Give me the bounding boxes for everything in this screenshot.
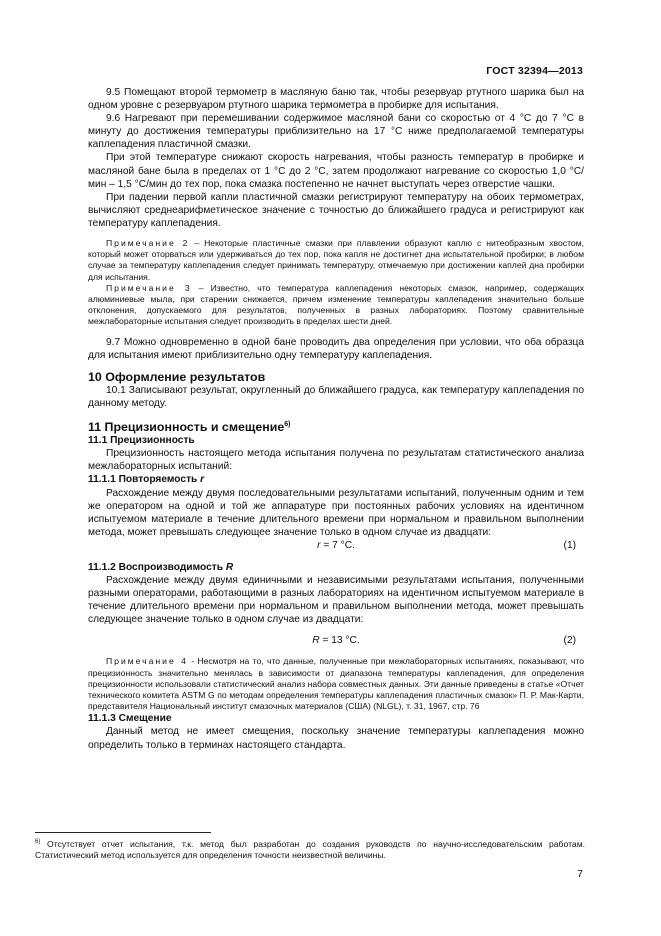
document-code: ГОСТ 32394—2013 bbox=[486, 65, 583, 77]
reproducibility-symbol: R bbox=[225, 561, 234, 573]
footnote-text: Отсутствует отчет испытания, т.к. метод был разработан до создания руководств по научно-исследовательским работам. Статистический метод используется для определения точности неизвестной величины. bbox=[35, 838, 585, 861]
page-content bbox=[88, 86, 584, 752]
footnote-mark: 6) bbox=[35, 839, 41, 845]
equation-2 bbox=[88, 634, 584, 648]
footnote-ref: 6) bbox=[284, 421, 291, 429]
note-3 bbox=[88, 283, 584, 328]
note-2 bbox=[88, 238, 584, 283]
paragraph-9-5: 9.5 Помещают второй термометр в масляную баню так, чтобы резервуар ртутного шарика был на одном уровне с резервуаром ртутного шарика термометра в пробирке для испытания. bbox=[88, 87, 584, 112]
subsection-11-1-3-title: 11.1.3 Смещение bbox=[88, 713, 172, 725]
equation-1-number: (1) bbox=[563, 539, 576, 551]
section-10-title bbox=[88, 370, 584, 384]
equation-2-symbol: R bbox=[312, 635, 320, 647]
equation-1-expression bbox=[88, 539, 584, 553]
paragraph-11-1-3: Данный метод не имеет смещения, поскольку значение температуры каплепадения можно определить только в терминах настоящего стандарта. bbox=[88, 726, 584, 751]
subsection-11-1-2-text: 11.1.2 Воспроизводимость bbox=[88, 561, 226, 573]
subsection-11-1-title: 11.1 Прецизионность bbox=[88, 435, 195, 447]
note-3-text: – Известно, что температура каплепадения некоторых смазок, например, содержащих алюминиевые мыла, при старении снижается, причем изменение температуры каплепадения значительно больше отклонения, допускаемого для результатов, полученных в разных лабораториях. Поэтому сравнительные межлабораторные испытания следует производить в пределах шести дней. bbox=[88, 282, 584, 327]
section-10-title-text: 10 Оформление результатов bbox=[88, 369, 266, 384]
subsection-11-1-1-text: 11.1.1 Повторяемость bbox=[88, 474, 201, 486]
equation-2-number: (2) bbox=[563, 635, 576, 647]
note-4-text: - Несмотря на то, что данные, полученные при межлабораторных испытаниях, показывают, что прецизионность значительно менялась в зависимости от диапазона температуры каплепадения, для определения прецизионности использовали статистический анализ набора совместных данных. Эти данные приведены в статье «Отчет технического комитета ASTM G по методам определения температуры каплепадения пластичных смазок» П. Р. Мак-Карти, представителя Национальный институт смазочных материалов (США) (NLGL), т. 31, 1967, стр. 76 bbox=[88, 656, 584, 712]
paragraph-9-6: 9.6 Нагревают при перемешивании содержимое масляной бани со скоростью от 4 °С до 7 °С в минуту до достижения температуры приблизительно на 17 °С ниже предполагаемой температуры каплепадения пластичной смазки. bbox=[88, 113, 584, 151]
paragraph-9-7: 9.7 Можно одновременно в одной бане проводить два определения при условии, что оба образца для испытания имеют приблизительно одну температуру каплепадения. bbox=[88, 336, 584, 361]
equation-2-expression bbox=[88, 634, 584, 648]
note-2-label: Примечание 2 bbox=[106, 238, 190, 249]
equation-1-symbol: r bbox=[317, 539, 321, 551]
paragraph-9-6-drop: При падении первой капли пластичной смазки регистрируют температуру на обоих термометрах, вычисляют среднеарифметическое значение с точностью до ближайшего градуса и регистрируют как температуру каплепадения. bbox=[88, 191, 584, 229]
repeatability-symbol: r bbox=[200, 474, 205, 486]
paragraph-10-1: 10.1 Записывают результат, округленный до ближайшего градуса, как температуру каплепадения по данному методу. bbox=[88, 384, 584, 409]
footnote-divider bbox=[35, 832, 211, 833]
footnote bbox=[35, 837, 585, 861]
equation-2-value: = 13 °С. bbox=[319, 635, 360, 647]
note-2-text: – Некоторые пластичные смазки при плавлении образуют каплю с нитеобразным хвостом, который может оторваться или удерживаться до тех пор, пока капля не достигнет дна испытательной пробирки; в любом случае за температуру каплепадения следует принимать температуру, отмечаемую при достижении каплей дна пробирки для испытания. bbox=[88, 238, 584, 282]
note-4-label: Примечание 4 bbox=[106, 656, 188, 667]
paragraph-9-6-rate: При этой температуре снижают скорость нагревания, чтобы разность температур в пробирке и масляной бане была в пределах от 1 °С до 2 °С, затем продолжают нагревание со скоростью 1,0 °С/мин – 1,5 °С/мин до тех пор, пока смазка постепенно не начнет выступать через отверстие чашки. bbox=[88, 152, 584, 190]
section-11-title bbox=[88, 418, 584, 434]
note-3-label: Примечание 3 bbox=[106, 282, 192, 293]
subsection-11-1-1-title bbox=[88, 473, 584, 486]
note-4 bbox=[88, 656, 584, 712]
paragraph-11-1-2: Расхождение между двумя единичными и независимыми результатами испытания, полученными разными операторами, работающими в разных лабораториях на идентичном испытуемом материале в течение длительного времени при нормальном и правильном выполнении метода, может превышать следующее значение только в одном случае из двадцати: bbox=[88, 575, 584, 626]
paragraph-11-1-1: Расхождение между двумя последовательными результатами испытаний, полученным одним и тем же оператором на одной и той же аппаратуре при постоянных рабочих условиях на идентичном испытуемом материале в течение длительного времени при нормальном и правильном выполнении метода, может превышать следующее значение только в одном случае из двадцати: bbox=[88, 487, 584, 538]
equation-1 bbox=[88, 539, 584, 553]
page-number: 7 bbox=[577, 868, 583, 880]
subsection-11-1-2-title bbox=[88, 561, 584, 574]
equation-1-value: = 7 °С. bbox=[320, 539, 355, 551]
paragraph-11-1: Прецизионность настоящего метода испытания получена по результатам статистического анализа межлабораторных испытаний: bbox=[88, 448, 584, 473]
section-11-title-text: 11 Прецизионность и смещение bbox=[88, 420, 285, 435]
